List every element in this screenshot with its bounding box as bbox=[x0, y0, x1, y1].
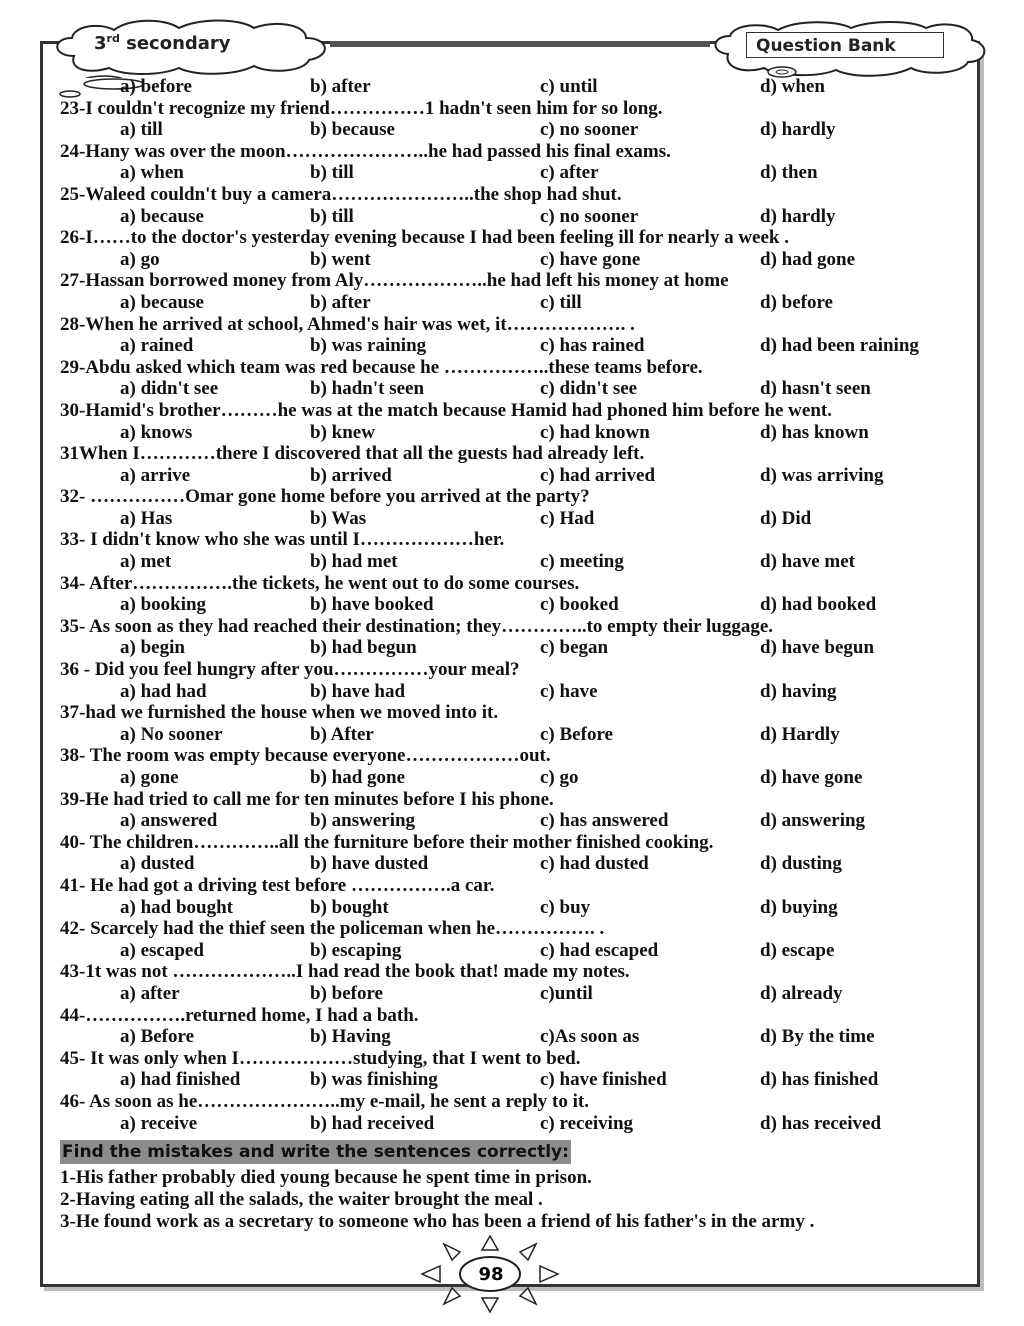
option-a: a) when bbox=[120, 162, 184, 184]
option-c: c) no sooner bbox=[540, 119, 639, 141]
options-row bbox=[60, 681, 960, 703]
option-d: d) when bbox=[760, 76, 825, 97]
option-b: b) had gone bbox=[310, 767, 406, 788]
option-b: b) hadn't seen bbox=[310, 378, 425, 400]
option-c: c) had arrived bbox=[540, 464, 656, 486]
question-stem: 23-I couldn't recognize my friend……………1 hadn't seen him for so long. bbox=[60, 97, 663, 119]
question-stem: 46- As soon as he…………………..my e-mail, he sent a reply to it. bbox=[60, 1090, 589, 1112]
question-stem: 29-Abdu asked which team was red because he ……………..these teams before. bbox=[60, 356, 703, 378]
option-d: d) dusting bbox=[760, 853, 842, 875]
options-row bbox=[60, 1026, 960, 1048]
option-b: b) have had bbox=[310, 680, 406, 702]
question-stem: 36 - Did you feel hungry after you……………your meal? bbox=[60, 659, 520, 681]
options-row bbox=[60, 767, 960, 789]
question-stem: 25-Waleed couldn't buy a camera…………………..the shop had shut. bbox=[60, 183, 622, 205]
option-b: b) have booked bbox=[310, 594, 434, 616]
question-stem: 33- I didn't know who she was until I………………her. bbox=[60, 529, 505, 551]
option-c: c) Had bbox=[540, 507, 595, 529]
option-a: a) because bbox=[120, 205, 204, 227]
mistake-sentence: 1-His father probably died young because he spent time in prison. bbox=[60, 1167, 592, 1188]
option-b: b) was raining bbox=[310, 335, 427, 357]
header-cloud-left bbox=[44, 16, 334, 78]
options-row bbox=[60, 465, 960, 487]
option-c: c) till bbox=[540, 291, 582, 313]
question-stem: 42- Scarcely had the thief seen the policeman when he……………. . bbox=[60, 918, 605, 940]
option-c: c) has rained bbox=[540, 335, 645, 357]
mistake-sentence: 3-He found work as a secretary to someone who has been a friend of his father's in the army . bbox=[60, 1211, 815, 1232]
page-number: 98 bbox=[478, 1264, 504, 1285]
question-stem: 45- It was only when I………………studying, that I went to bed. bbox=[60, 1047, 581, 1069]
option-b: b) bought bbox=[310, 896, 389, 918]
option-a: a) met bbox=[120, 551, 172, 573]
option-b: b) before bbox=[310, 982, 383, 1004]
option-c: c) buy bbox=[540, 896, 591, 918]
option-d: d) escape bbox=[760, 939, 835, 961]
option-c: c) Before bbox=[540, 723, 613, 745]
question-stem: 39-He had tried to call me for ten minutes before I his phone. bbox=[60, 788, 554, 810]
option-c: c) have bbox=[540, 680, 598, 702]
option-d: d) has finished bbox=[760, 1069, 879, 1091]
option-a: a) No sooner bbox=[120, 723, 223, 745]
options-row bbox=[60, 637, 960, 659]
options-row bbox=[60, 1069, 960, 1091]
options-row bbox=[60, 940, 960, 962]
option-b: b) went bbox=[310, 248, 371, 270]
option-d: d) had been raining bbox=[760, 335, 919, 357]
option-c: c) go bbox=[540, 767, 579, 788]
option-a: a) didn't see bbox=[120, 378, 219, 400]
option-b: b) after bbox=[310, 76, 371, 97]
question-stem: 41- He had got a driving test before …………….a car. bbox=[60, 874, 495, 896]
option-d: d) buying bbox=[760, 896, 838, 918]
option-c: c) receiving bbox=[540, 1112, 634, 1134]
question-stem: 30-Hamid's brother………he was at the match because Hamid had phoned him before he went. bbox=[60, 399, 832, 421]
options-row bbox=[60, 119, 960, 141]
options-row bbox=[60, 724, 960, 746]
option-c: c) meeting bbox=[540, 551, 624, 573]
option-d: d) hasn't seen bbox=[760, 378, 871, 400]
option-d: d) have begun bbox=[760, 637, 875, 659]
options-row bbox=[60, 810, 960, 832]
option-c: c) until bbox=[540, 76, 598, 97]
option-a: a) after bbox=[120, 982, 180, 1004]
option-d: d) hardly bbox=[760, 119, 836, 141]
option-a: a) arrive bbox=[120, 464, 191, 486]
question-stem: 37-had we furnished the house when we moved into it. bbox=[60, 702, 499, 724]
question-stem: 44-…………….returned home, I had a bath. bbox=[60, 1004, 419, 1026]
option-a: a) go bbox=[120, 248, 160, 270]
mistake-sentence: 2-Having eating all the salads, the waiter brought the meal . bbox=[60, 1189, 543, 1210]
option-a: a) knows bbox=[120, 421, 193, 443]
question-stem: 38- The room was empty because everyone………………out. bbox=[60, 745, 551, 767]
question-stem: 34- After…………….the tickets, he went out to do some courses. bbox=[60, 572, 580, 594]
option-d: d) then bbox=[760, 162, 818, 184]
question-stem: 24-Hany was over the moon…………………..he had passed his final exams. bbox=[60, 140, 671, 162]
mistakes-heading: Find the mistakes and write the sentences correctly: bbox=[62, 1142, 569, 1162]
option-c: c) didn't see bbox=[540, 378, 638, 400]
option-d: d) hardly bbox=[760, 205, 836, 227]
option-c: c) has answered bbox=[540, 810, 669, 832]
grade-text: secondary bbox=[119, 33, 231, 54]
header-bar bbox=[330, 41, 710, 47]
option-a: a) gone bbox=[120, 767, 179, 788]
question-stem: 28-When he arrived at school, Ahmed's hair was wet, it………………. . bbox=[60, 313, 635, 335]
option-d: d) Did bbox=[760, 507, 812, 529]
option-b: b) answering bbox=[310, 810, 416, 832]
option-a: a) Before bbox=[120, 1026, 195, 1048]
question-stem: 27-Hassan borrowed money from Aly………………..he had left his money at home bbox=[60, 270, 729, 292]
option-b: b) have dusted bbox=[310, 853, 429, 875]
option-d: d) have met bbox=[760, 551, 855, 573]
option-a: a) begin bbox=[120, 637, 185, 659]
option-d: d) answering bbox=[760, 810, 866, 832]
options-row bbox=[60, 422, 960, 444]
option-b: b) till bbox=[310, 162, 354, 184]
option-a: a) receive bbox=[120, 1112, 198, 1134]
question-stem: 32- ……………Omar gone home before you arrived at the party? bbox=[60, 486, 590, 508]
option-a: a) had finished bbox=[120, 1069, 241, 1091]
option-b: b) because bbox=[310, 119, 395, 141]
option-b: b) after bbox=[310, 291, 371, 313]
options-row bbox=[60, 162, 960, 184]
option-d: d) before bbox=[760, 291, 833, 313]
option-d: d) had booked bbox=[760, 594, 877, 616]
options-row bbox=[60, 853, 960, 875]
option-b: b) After bbox=[310, 723, 374, 745]
options-row bbox=[60, 983, 960, 1005]
options-row bbox=[60, 76, 960, 98]
option-d: d) was arriving bbox=[760, 464, 884, 486]
question-bank-title: Question Bank bbox=[756, 36, 896, 56]
option-a: a) had had bbox=[120, 680, 207, 702]
options-row bbox=[60, 335, 960, 357]
option-d: d) By the time bbox=[760, 1026, 875, 1048]
option-b: b) had received bbox=[310, 1112, 435, 1134]
option-c: c)As soon as bbox=[540, 1026, 640, 1048]
option-b: b) had met bbox=[310, 551, 398, 573]
option-a: a) before bbox=[120, 76, 192, 97]
option-b: b) Having bbox=[310, 1026, 391, 1048]
options-row bbox=[60, 292, 960, 314]
options-row bbox=[60, 897, 960, 919]
option-a: a) because bbox=[120, 291, 204, 313]
question-list bbox=[60, 76, 960, 1134]
option-c: c) after bbox=[540, 162, 599, 184]
option-a: a) escaped bbox=[120, 939, 204, 961]
option-a: a) rained bbox=[120, 335, 194, 357]
option-d: d) Hardly bbox=[760, 723, 840, 745]
options-row bbox=[60, 206, 960, 228]
question-stem: 35- As soon as they had reached their destination; they…………..to empty their luggage. bbox=[60, 615, 774, 637]
question-stem: 31When I…………there I discovered that all the guests had already left. bbox=[60, 443, 645, 465]
option-a: a) till bbox=[120, 119, 163, 141]
option-b: b) was finishing bbox=[310, 1069, 438, 1091]
option-c: c) had dusted bbox=[540, 853, 649, 875]
option-a: a) booking bbox=[120, 594, 207, 616]
option-b: b) Was bbox=[310, 507, 367, 529]
option-a: a) answered bbox=[120, 810, 218, 832]
grade-suffix: rd bbox=[106, 32, 120, 45]
option-d: d) had gone bbox=[760, 248, 856, 270]
option-a: a) had bought bbox=[120, 896, 233, 918]
option-d: d) has received bbox=[760, 1112, 882, 1134]
option-d: d) already bbox=[760, 982, 843, 1004]
option-c: c) had known bbox=[540, 421, 650, 443]
option-d: d) has known bbox=[760, 421, 869, 443]
option-d: d) have gone bbox=[760, 767, 863, 788]
options-row bbox=[60, 378, 960, 400]
option-c: c) have gone bbox=[540, 248, 641, 270]
header-cloud-right bbox=[706, 20, 990, 78]
grade-number: 3 bbox=[94, 33, 107, 54]
option-b: b) had begun bbox=[310, 637, 417, 659]
option-c: c) no sooner bbox=[540, 205, 639, 227]
option-b: b) escaping bbox=[310, 939, 402, 961]
option-b: b) till bbox=[310, 205, 354, 227]
question-stem: 26-I……to the doctor's yesterday evening because I had been feeling ill for nearly a week . bbox=[60, 227, 789, 249]
option-c: c) have finished bbox=[540, 1069, 667, 1091]
options-row bbox=[60, 249, 960, 271]
option-c: c)until bbox=[540, 982, 593, 1004]
option-c: c) had escaped bbox=[540, 939, 659, 961]
question-stem: 40- The children…………..all the furniture before their mother finished cooking. bbox=[60, 831, 714, 853]
options-row bbox=[60, 508, 960, 530]
option-b: b) arrived bbox=[310, 464, 392, 486]
option-a: a) dusted bbox=[120, 853, 195, 875]
option-a: a) Has bbox=[120, 507, 173, 529]
options-row bbox=[60, 551, 960, 573]
option-c: c) began bbox=[540, 637, 609, 659]
options-row bbox=[60, 1113, 960, 1135]
option-d: d) having bbox=[760, 680, 837, 702]
options-row bbox=[60, 594, 960, 616]
mistakes-list bbox=[60, 1167, 814, 1233]
question-stem: 43-1t was not ………………..I had read the book that! made my notes. bbox=[60, 961, 630, 983]
option-b: b) knew bbox=[310, 421, 375, 443]
option-c: c) booked bbox=[540, 594, 619, 616]
